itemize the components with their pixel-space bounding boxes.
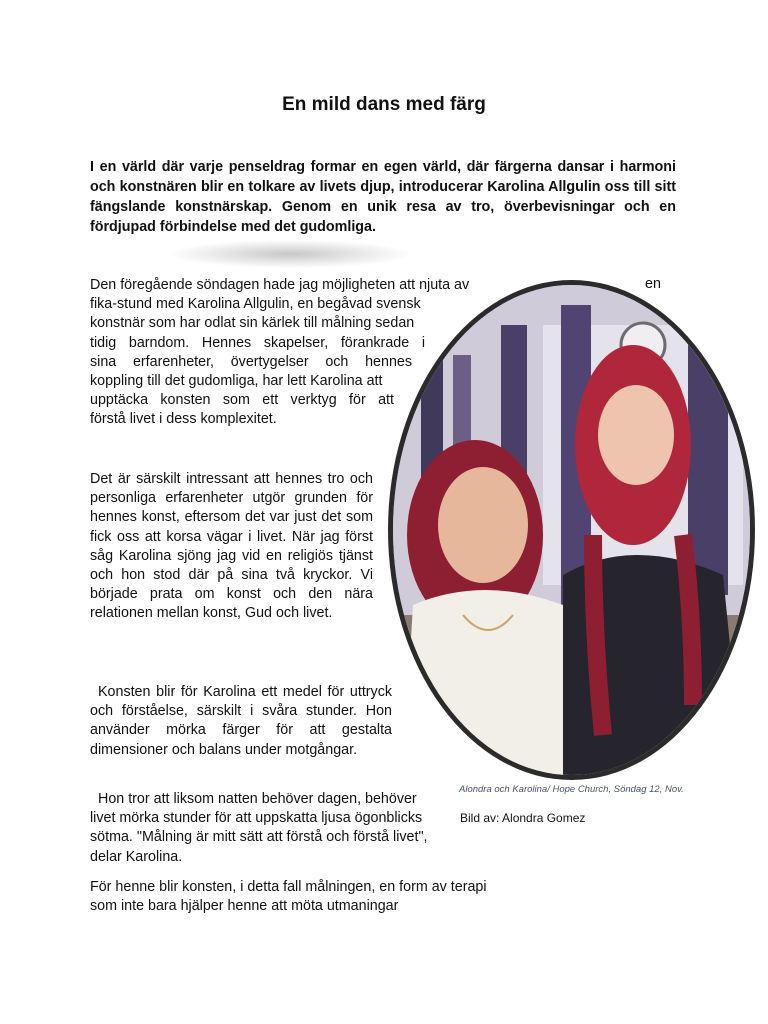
p1-line: konstnär som har odlat sin kärlek till målning sedan [90,315,415,332]
p1-line: sina erfarenheter, övertygelser och hennes [90,353,412,370]
paragraph-3: Konsten blir för Karolina ett medel för uttryck och förståelse, särskilt i svåra stunder. Hon använder mörka färger för att gestalta dimensioner och balans under motgångar. [90,684,392,758]
paragraph-2: Det är särskilt intressant att hennes tro och personliga erfarenheter utgör grunden för hennes konst, eftersom det var just det som fick oss att korsa vägar i livet. När jag först såg Karolina sjöng jag vid en religiös tjänst och hon stod där på sina två kryckor. Vi började prata om konst och den nära relationen mellan konst, Gud och livet. [90,471,373,622]
p1-line: Den föregående söndagen hade jag möjligheten att njuta av [90,277,470,293]
p1-line: fika-stund med Karolina Allgulin, en begåvad svensk [90,296,421,313]
paragraph-1-trailing-word: en [645,276,661,292]
article-lead: I en värld där varje penseldrag formar en egen värld, där färgerna dansar i harmoni och konstnären blir en tolkare av livets djup, introducerar Karolina Allgulin oss till sitt fängslande konstnärskap. Genom en unik resa av tro, överbevisningar och en fördjupad förbindelse med det gudomliga. [90,159,676,235]
photo-credit: Bild av: Alondra Gomez [460,811,586,825]
article-title: En mild dans med färg [282,94,486,115]
portrait-photo [393,285,750,775]
photo-caption: Alondra och Karolina/ Hope Church, Söndag 12, Nov. [459,784,684,795]
paragraph-5: För henne blir konsten, i detta fall målningen, en form av terapi som inte bara hjälper henne att möta utmaningar [90,879,487,915]
p1-line: upptäcka konsten som ett verktyg för att [90,392,394,409]
p1-line: förstå livet i dess komplexitet. [90,411,277,428]
paragraph-4: Hon tror att liksom natten behöver dagen, behöver livet mörka stunder för att uppskatta ljusa ögonblicks sötma. "Målning är mitt sätt att förstå och förstå livet", delar Karolina. [90,791,428,865]
p1-line: koppling till det gudomliga, har lett Karolina att [90,373,383,390]
portrait-illustration [393,285,750,775]
photo-frame [388,280,755,780]
p1-line: tidig barndom. Hennes skapelser, förankrade i [90,334,425,351]
decorative-shadow [170,240,410,268]
